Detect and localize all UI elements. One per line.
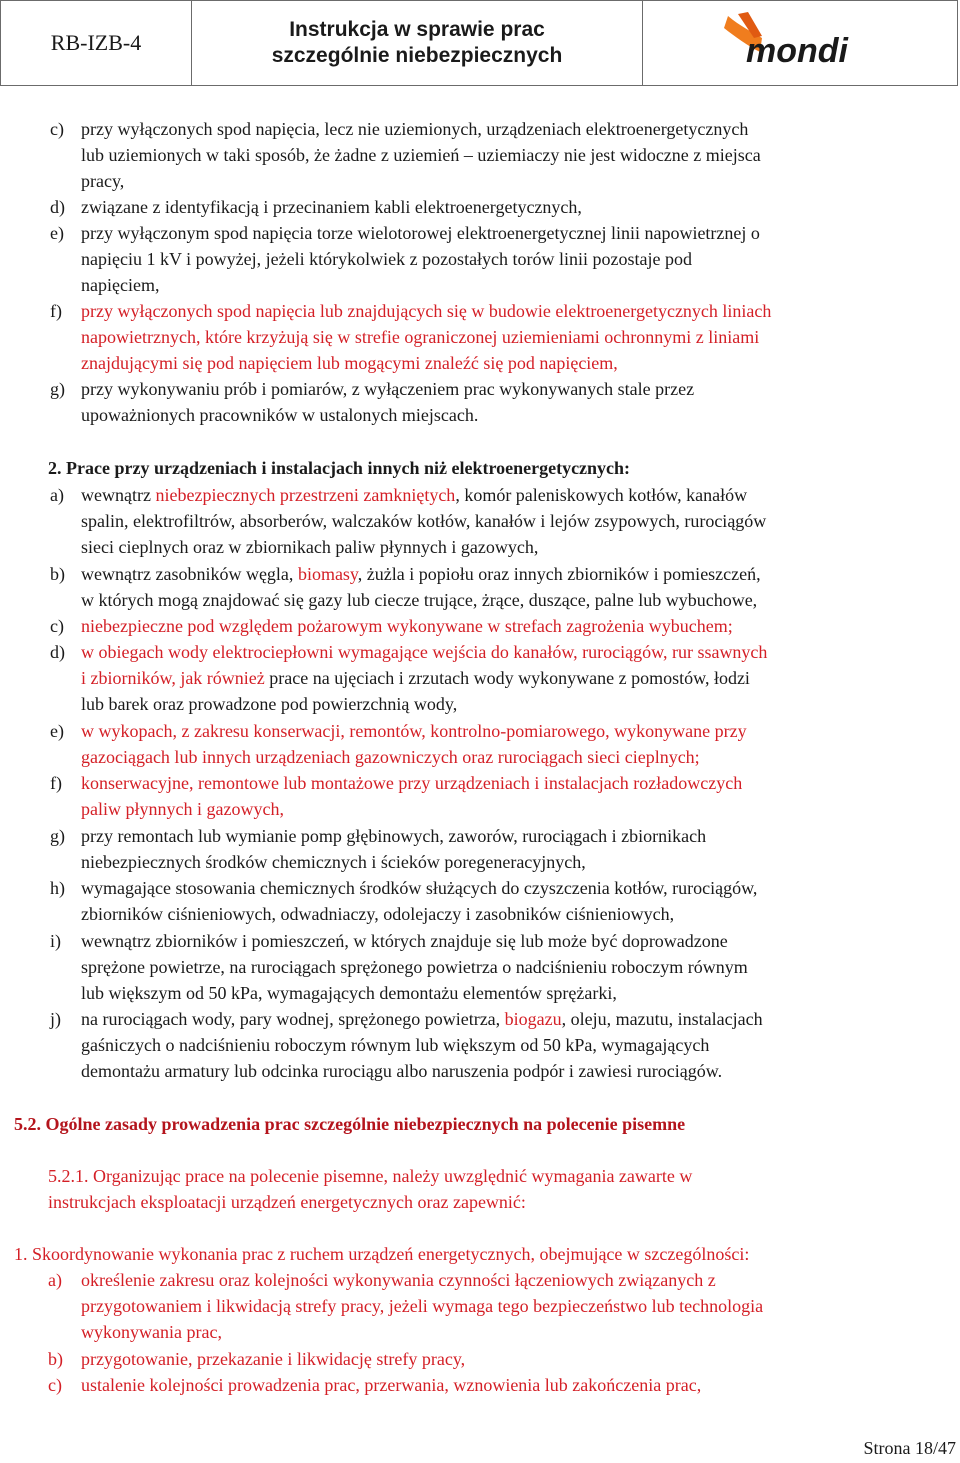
list-item-text: wewnątrz zbiorników i pomieszczeń, w których znajduje się lub może być doprowadzone [81,931,728,951]
list-item-text: niebezpiecznych środków chemicznych i ścieków poregeneracyjnych, [81,852,586,872]
list-item-label: i) [50,931,61,951]
list-item-label: c) [50,616,64,636]
list-item-text: na rurociągach wody, pary wodnej, sprężonego powietrza, biogazu, oleju, mazutu, instalacjach [81,1009,763,1029]
list-item-text: wewnątrz niebezpiecznych przestrzeni zamkniętych, komór paleniskowych kotłów, kanałów [81,485,748,505]
list-item-text: lub barek oraz prowadzone pod powierzchnią wody, [81,694,458,714]
list-item-text: ustalenie kolejności prowadzenia prac, przerwania, wznowienia lub zakończenia prac, [81,1375,702,1395]
list-item-label: f) [50,301,62,321]
list-item-text: wewnątrz zasobników węgla, biomasy, żużla i popiołu oraz innych zbiorników i pomieszczeń, [81,564,761,584]
paragraph-text: 5.2.1. Organizując prace na polecenie pisemne, należy uwzględnić wymagania zawarte w [48,1166,693,1186]
list-item-label: h) [50,878,65,898]
list-item-text: zbiorników ciśnieniowych, odwadniaczy, odolejaczy i zasobników ciśnieniowych, [81,904,675,924]
list-item-text: w których mogą znajdować się gazy lub ciecze trujące, żrące, duszące, palne lub wybuchowe, [81,590,758,610]
list-item-text: przy remontach lub wymianie pomp głębinowych, zaworów, rurociągach i zbiornikach [81,826,707,846]
section-heading: 5.2. Ogólne zasady prowadzenia prac szczególnie niebezpiecznych na polecenie pisemne [14,1114,686,1134]
list-item-text: niebezpieczne pod względem pożarowym wykonywane w strefach zagrożenia wybuchem; [81,616,733,636]
list-item-text: w wykopach, z zakresu konserwacji, remontów, kontrolno-pomiarowego, wykonywane przy [81,721,747,741]
list-item-label: a) [50,485,64,505]
title-line-2: szczególnie niebezpiecznych [271,44,563,67]
list-item-text: przy wyłączonych spod napięcia lub znajdujących się w budowie elektroenergetycznych liniach [81,301,772,321]
list-item-text: przygotowanie, przekazanie i likwidację strefy pracy, [81,1349,466,1369]
list-item-text: gazociągach lub innych urządzeniach gazowniczych oraz rurociągach sieci cieplnych; [81,747,700,767]
document-title [192,1,643,85]
list-item-label: d) [50,197,65,217]
list-item-text: przy wykonywaniu prób i pomiarów, z wyłączeniem prac wykonywanych stale przez [81,379,695,399]
section-heading: 2. Prace przy urządzeniach i instalacjach innych niż elektroenergetycznych: [48,458,631,478]
list-item-label: a) [48,1270,62,1290]
list-item-label: j) [50,1009,61,1029]
list-item-text: określenie zakresu oraz kolejności wykonywania czynności łączeniowych związanych z [81,1270,716,1290]
mondi-logo-graphic [700,8,900,78]
list-item-text: spalin, elektrofiltrów, absorberów, walczaków kotłów, kanałów i lejów zsypowych, rurociągów [81,511,767,531]
list-item-text: przy wyłączonych spod napięcia, lecz nie uziemionych, urządzeniach elektroenergetycznych [81,119,749,139]
list-item-label: d) [50,642,65,662]
page-number: Strona 18/47 [863,1438,956,1458]
list-item-label: f) [50,773,62,793]
list-item-text: gaśniczych o nadciśnieniu roboczym równym lub większym od 50 kPa, wymagających [81,1035,710,1055]
list-item-text: napięciem, [81,275,160,295]
list-item-text: przy wyłączonym spod napięcia torze wielotorowej elektroenergetycznej linii napowietrznej o [81,223,760,243]
list-item-text: paliw płynnych i gazowych, [81,799,284,819]
list-item-text: lub większym od 50 kPa, wymagających demontażu elementów sprężarki, [81,983,617,1003]
list-item-text: demontażu armatury lub odcinka rurociągu albo naruszenia podpór i zawiesi rurociągów. [81,1061,723,1081]
list-item-text: związane z identyfikacją i przecinaniem kabli elektroenergetycznych, [81,197,582,217]
list-item-label: b) [50,564,65,584]
list-item-label: e) [50,721,64,741]
mondi-logo [643,1,957,85]
list-item-text: w obiegach wody elektrociepłowni wymagające wejścia do kanałów, rurociągów, rur ssawnych [81,642,768,662]
list-item-text: lub uziemionych w taki sposób, że żadne z uziemień – uziemiaczy nie jest widoczne z miejsca [81,145,761,165]
list-item-label: b) [48,1349,63,1369]
logo-wordmark: mondi [746,32,848,70]
document-header [0,0,958,86]
list-item-text: upoważnionych pracowników w ustalonych miejscach. [81,405,479,425]
list-item-text: i zbiorników, jak również prace na ujęciach i zrzutach wody wykonywane z pomostów, łodzi [81,668,750,688]
list-item-text: pracy, [81,171,125,191]
document-code: RB-IZB-4 [1,1,192,85]
list-item-label: e) [50,223,64,243]
paragraph-text: instrukcjach eksploatacji urządzeń energetycznych oraz zapewnić: [48,1192,526,1212]
numbered-item: 1. Skoordynowanie wykonania prac z ruchem urządzeń energetycznych, obejmujące w szczególności: [14,1244,750,1264]
list-item-text: sprężone powietrze, na rurociągach sprężonego powietrza o nadciśnieniu roboczym równym [81,957,748,977]
list-item-text: znajdującymi się pod napięciem lub mogącymi znaleźć się pod napięciem, [81,353,618,373]
list-item-text: konserwacyjne, remontowe lub montażowe przy urządzeniach i instalacjach rozładowczych [81,773,743,793]
list-item-label: g) [50,379,65,399]
list-item-label: g) [50,826,65,846]
title-line-1: Instrukcja w sprawie prac [289,18,545,41]
list-item-text: przygotowaniem i likwidacją strefy pracy, jeżeli wymaga tego bezpieczeństwo lub technologia [81,1296,764,1316]
list-item-text: wymagające stosowania chemicznych środków służących do czyszczenia kotłów, rurociągów, [81,878,758,898]
list-item-label: c) [48,1375,62,1395]
list-item-label: c) [50,119,64,139]
list-item-text: wykonywania prac, [81,1322,222,1342]
list-item-text: napięciu 1 kV i powyżej, jeżeli którykolwiek z pozostałych torów linii pozostaje pod [81,249,693,269]
list-item-text: sieci cieplnych oraz w zbiornikach paliw płynnych i gazowych, [81,537,539,557]
list-item-text: napowietrznych, które krzyżują się w strefie ograniczonej uziemieniami ochronnymi z liniami [81,327,760,347]
